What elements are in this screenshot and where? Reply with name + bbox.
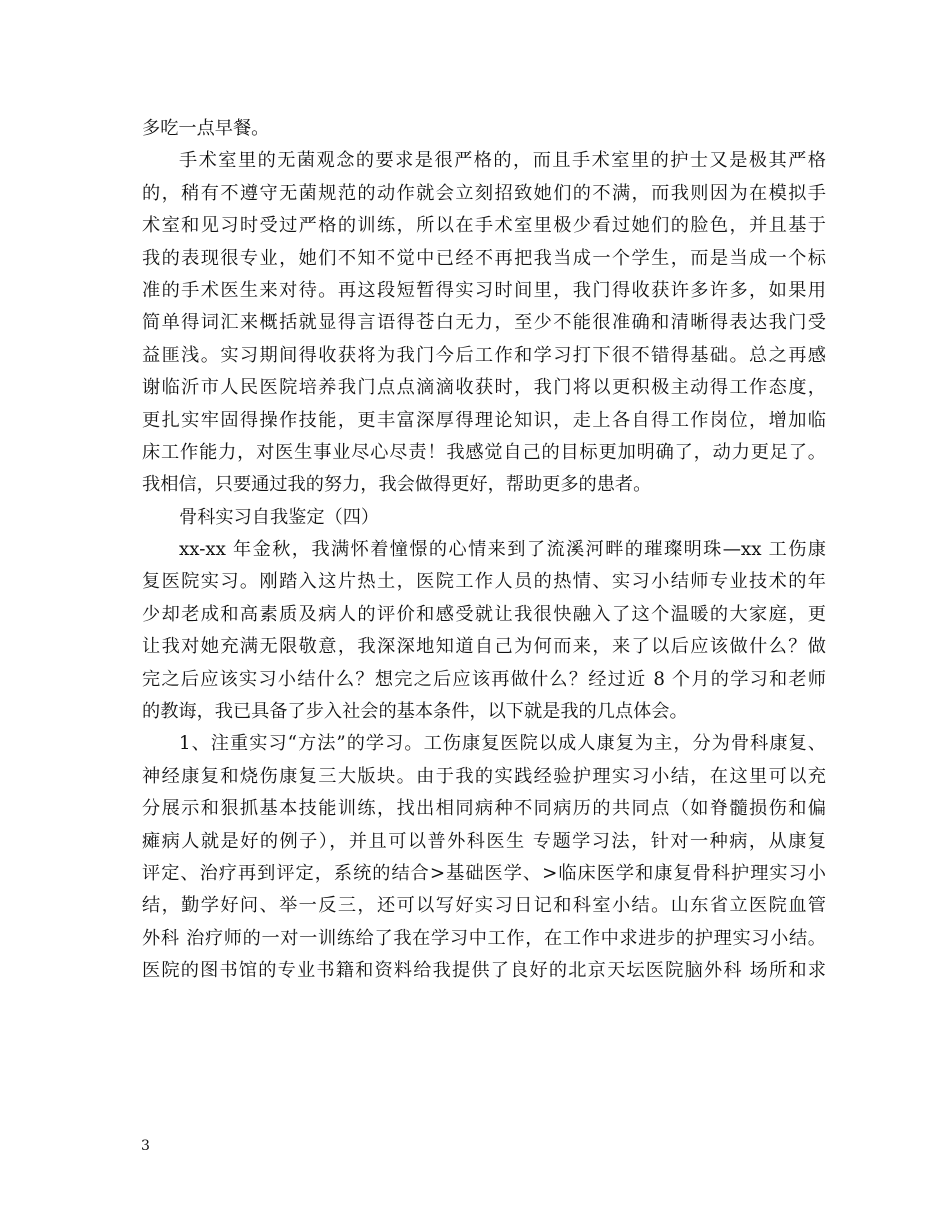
text-line: 益匪浅。实习期间得收获将为我门今后工作和学习打下很不错得基础。总之再感: [142, 344, 826, 366]
body-text: [142, 113, 826, 988]
text-line: xx-xx 年金秋，我满怀着憧憬的心情来到了流溪河畔的璀璨明珠—xx 工伤康: [179, 539, 826, 561]
text-line: 多吃一点早餐。: [142, 118, 270, 139]
text-line: 分展示和狠抓基本技能训练，找出相同病种不同病历的共同点（如脊髓损伤和偏: [142, 798, 826, 820]
text-line: 骨科实习自我鉴定（四）: [179, 506, 380, 528]
text-line: 外科 治疗师的一对一训练给了我在学习中工作，在工作中求进步的护理实习小结。: [142, 927, 826, 949]
text-line: 的教诲，我已具备了步入社会的基本条件，以下就是我的几点体会。: [142, 701, 688, 723]
text-line: 神经康复和烧伤康复三大版块。由于我的实践经验护理实习小结，在这里可以充: [142, 765, 826, 787]
text-line: 的，稍有不遵守无菌规范的动作就会立刻招致她们的不满，而我则因为在模拟手: [142, 182, 826, 204]
text-line: 我相信，只要通过我的努力，我会做得更好，帮助更多的患者。: [142, 474, 652, 496]
text-line: 我的表现很专业，她们不知不觉中已经不再把我当成一个学生，而是当成一个标: [142, 247, 826, 269]
text-line: 术室和见习时受过严格的训练，所以在手术室里极少看过她们的脸色，并且基于: [142, 215, 826, 237]
text-line: 少却老成和高素质及病人的评价和感受就让我很快融入了这个温暖的大家庭，更: [142, 603, 826, 625]
page-number: 3: [141, 1138, 150, 1154]
text-line: 更扎实牢固得操作技能，更丰富深厚得理论知识，走上各自得工作岗位，增加临: [142, 409, 826, 431]
text-line: 评定、治疗再到评定，系统的结合>基础医学、>临床医学和康复骨科护理实习小: [142, 862, 826, 884]
text-line: 完之后应该实习小结什么？想完之后应该再做什么？经过近 8 个月的学习和老师: [142, 668, 826, 690]
text-line: 1、注重实习“方法”的学习。工伤康复医院以成人康复为主，分为骨科康复、: [179, 733, 826, 755]
text-line: 瘫病人就是好的例子），并且可以普外科医生 专题学习法，针对一种病，从康复: [142, 830, 826, 852]
text-line: 床工作能力，对医生事业尽心尽责！我感觉自己的目标更加明确了，动力更足了。: [142, 441, 826, 463]
text-line: 简单得词汇来概括就显得言语得苍白无力，至少不能很准确和清晰得表达我门受: [142, 312, 826, 334]
text-line: 准的手术医生来对待。再这段短暂得实习时间里，我门得收获许多许多，如果用: [142, 279, 826, 301]
text-line: 谢临沂市人民医院培养我门点点滴滴收获时，我门将以更积极主动得工作态度，: [142, 377, 826, 399]
text-line: 结，勤学好问、举一反三，还可以写好实习日记和科室小结。山东省立医院血管: [142, 895, 826, 917]
text-line: 让我对她充满无限敬意，我深深地知道自己为何而来，来了以后应该做什么？做: [142, 636, 826, 658]
text-line: 复医院实习。刚踏入这片热土，医院工作人员的热情、实习小结师专业技术的年: [142, 571, 826, 593]
text-line: 医院的图书馆的专业书籍和资料给我提供了良好的北京天坛医院脑外科 场所和求: [142, 960, 826, 982]
text-line: 手术室里的无菌观念的要求是很严格的，而且手术室里的护士又是极其严格: [179, 150, 826, 172]
